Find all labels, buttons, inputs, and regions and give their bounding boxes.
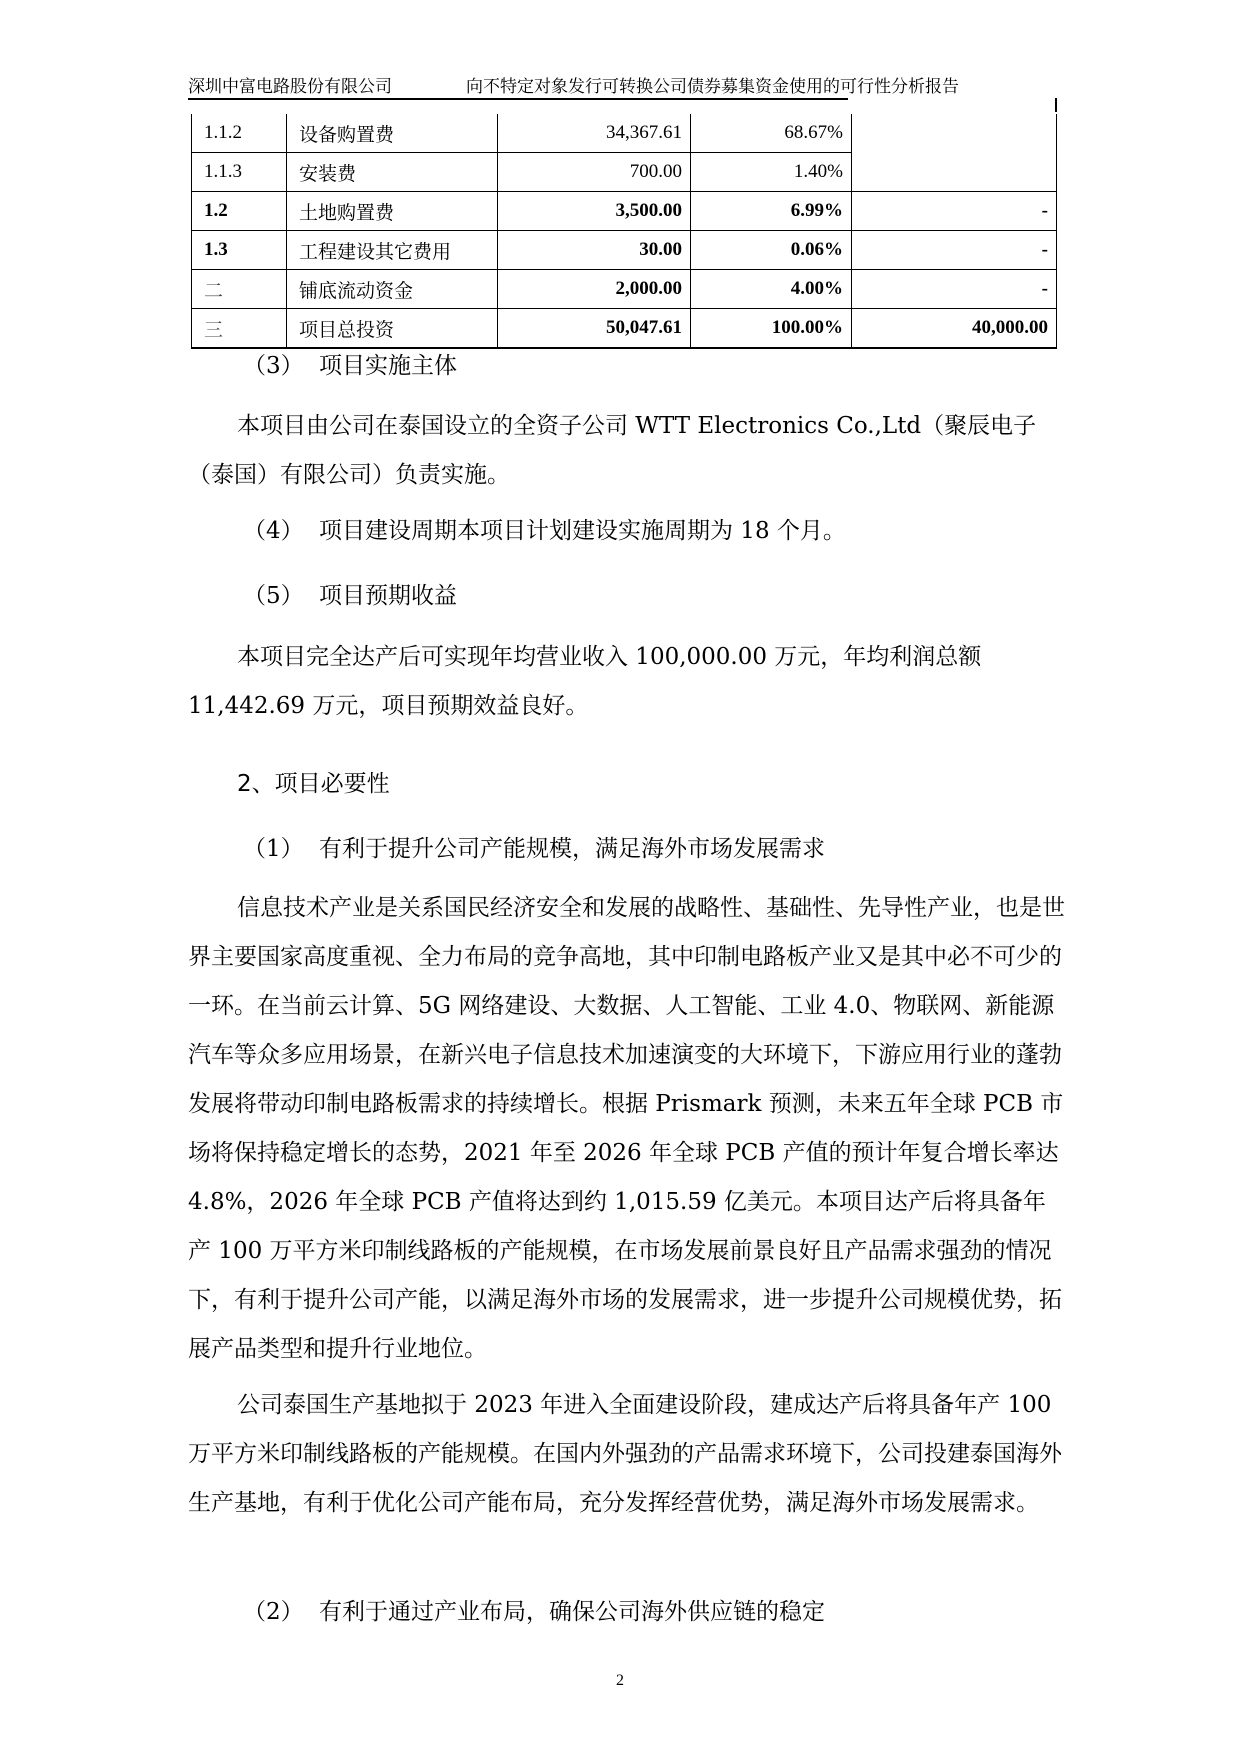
- row-ratio: 4.00%: [691, 270, 852, 309]
- necessity-2-heading: [243, 1592, 825, 1632]
- row-ratio: 1.40%: [691, 153, 852, 192]
- table-row: [192, 192, 1057, 231]
- row-no: 二: [192, 270, 287, 309]
- section-3-number: （3）: [243, 353, 304, 379]
- row-item: 土地购置费: [287, 192, 498, 231]
- table-row: [192, 309, 1057, 349]
- table-row: [192, 231, 1057, 270]
- section-5-heading: [243, 576, 457, 616]
- header-rule: [188, 98, 848, 100]
- row-fund: 40,000.00: [852, 309, 1057, 349]
- row-no: 1.1.2: [192, 114, 287, 153]
- row-ratio: 100.00%: [691, 309, 852, 349]
- row-ratio: 68.67%: [691, 114, 852, 153]
- row-ratio: 6.99%: [691, 192, 852, 231]
- table-row: [192, 270, 1057, 309]
- section-3-title: 项目实施主体: [319, 353, 457, 379]
- table-row: [192, 114, 1057, 153]
- section-4-text: 项目建设周期本项目计划建设实施周期为 18 个月。: [319, 518, 846, 544]
- section-3-heading: [243, 346, 457, 386]
- row-no: 三: [192, 309, 287, 349]
- section-5-body: 本项目完全达产后可实现年均营业收入 100,000.00 万元，年均利润总额 11,442.69 万元，项目预期效益良好。: [188, 644, 982, 719]
- necessity-2-title: 有利于通过产业布局，确保公司海外供应链的稳定: [319, 1599, 825, 1625]
- row-item: 铺底流动资金: [287, 270, 498, 309]
- row-ratio: 0.06%: [691, 231, 852, 270]
- header-rule-tick: [1055, 98, 1057, 112]
- necessity-1-paragraph-1: 信息技术产业是关系国民经济安全和发展的战略性、基础性、先导性产业，也是世界主要国家高度重视、全力布局的竞争高地，其中印制电路板产业又是其中必不可少的一环。在当前云计算、5G 网络建设、大数据、人工智能、工业 4.0、物联网、新能源汽车等众多应用场景，在新兴电子信息技术加速演变的大环境下，下游应用行业的蓬勃发展将带动印制电路板需求的持续增长。根据 Prismark 预测，未来五年全球 PCB 市场将保持稳定增长的态势，2021 年至 2026 年全球 PCB 产值的预计年复合增长率达 4.8%，2026 年全球 PCB 产值将达到约 1,015.59 亿美元。本项目达产后将具备年产 100 万平方米印制线路板的产能规模，在市场发展前景良好且产品需求强劲的情况下，有利于提升公司产能，以满足海外市场的发展需求，进一步提升公司规模优势，拓展产品类型和提升行业地位。: [188, 895, 1065, 1362]
- necessity-1-number: （1）: [243, 836, 304, 862]
- necessity-2-number: （2）: [243, 1599, 304, 1625]
- section-4-heading: [243, 511, 846, 551]
- section-5-number: （5）: [243, 583, 304, 609]
- row-no: 1.1.3: [192, 153, 287, 192]
- necessity-1-heading: [243, 829, 825, 869]
- necessity-1-paragraph-2: 公司泰国生产基地拟于 2023 年进入全面建设阶段，建成达产后将具备年产 100 万平方米印制线路板的产能规模。在国内外强劲的产品需求环境下，公司投建泰国海外生产基地，有利于优化公司产能布局，充分发挥经营优势，满足海外市场发展需求。: [188, 1392, 1062, 1516]
- row-item: 工程建设其它费用: [287, 231, 498, 270]
- row-amount: 2,000.00: [498, 270, 691, 309]
- row-fund: -: [852, 270, 1057, 309]
- row-fund: -: [852, 231, 1057, 270]
- investment-table: [191, 114, 1057, 349]
- row-amount: 34,367.61: [498, 114, 691, 153]
- row-fund: -: [852, 192, 1057, 231]
- row-amount: 3,500.00: [498, 192, 691, 231]
- section-4-number: （4）: [243, 518, 304, 544]
- necessity-1-title: 有利于提升公司产能规模，满足海外市场发展需求: [319, 836, 825, 862]
- row-item: 安装费: [287, 153, 498, 192]
- header-report-title: 向不特定对象发行可转换公司债券募集资金使用的可行性分析报告: [466, 77, 959, 97]
- row-amount: 50,047.61: [498, 309, 691, 349]
- row-fund: [852, 114, 1057, 192]
- row-amount: 30.00: [498, 231, 691, 270]
- row-no: 1.3: [192, 231, 287, 270]
- page-number: 2: [616, 1672, 624, 1689]
- row-no: 1.2: [192, 192, 287, 231]
- row-item: 设备购置费: [287, 114, 498, 153]
- row-amount: 700.00: [498, 153, 691, 192]
- section-2-heading: 2、项目必要性: [237, 771, 390, 797]
- header-company: 深圳中富电路股份有限公司: [188, 77, 392, 97]
- section-3-body: 本项目由公司在泰国设立的全资子公司 WTT Electronics Co.,Ltd（聚辰电子（泰国）有限公司）负责实施。: [188, 413, 1037, 488]
- section-5-title: 项目预期收益: [319, 583, 457, 609]
- row-item: 项目总投资: [287, 309, 498, 349]
